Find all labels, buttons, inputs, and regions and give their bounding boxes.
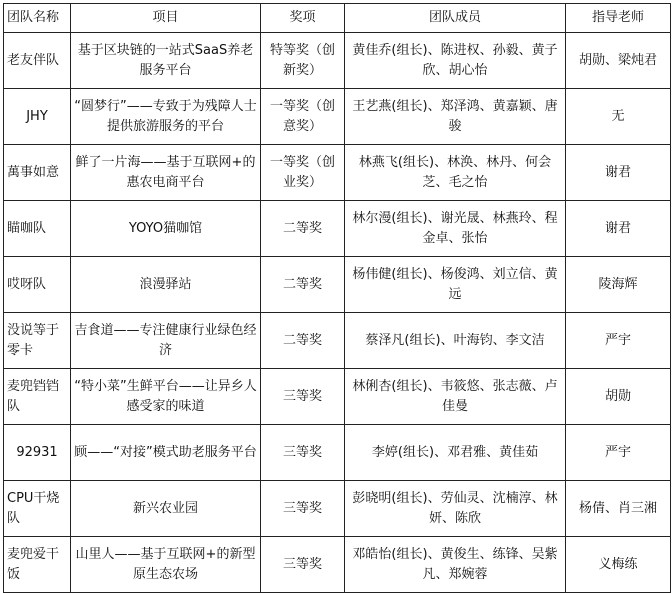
table-row — [4, 33, 671, 89]
members-cell: 林燕飞(组长)、林涣、林丹、何会芝、毛之怡 — [345, 145, 566, 201]
project-cell: 山里人——基于互联网+的新型原生态农场 — [71, 537, 261, 593]
advisor-cell: 陵海辉 — [566, 257, 671, 313]
advisor-cell: 严宇 — [566, 313, 671, 369]
award-cell: 三等奖 — [261, 537, 345, 593]
table-row — [4, 201, 671, 257]
team-name-cell: CPU干烧队 — [4, 481, 71, 537]
table-row — [4, 481, 671, 537]
project-cell: 吉食道——专注健康行业绿色经济 — [71, 313, 261, 369]
advisor-cell: 胡勋 — [566, 369, 671, 425]
award-cell: 二等奖 — [261, 257, 345, 313]
project-cell: “圆梦行”——专致于为残障人士提供旅游服务的平台 — [71, 89, 261, 145]
team-name-cell: 没说等于零卡 — [4, 313, 71, 369]
project-cell: 基于区块链的一站式SaaS养老服务平台 — [71, 33, 261, 89]
award-cell: 三等奖 — [261, 369, 345, 425]
award-cell: 二等奖 — [261, 201, 345, 257]
award-cell: 特等奖（创新奖） — [261, 33, 345, 89]
award-cell: 二等奖 — [261, 313, 345, 369]
header-advisor: 指导老师 — [566, 4, 671, 33]
table-row — [4, 257, 671, 313]
members-cell: 林俐杏(组长)、韦筱悠、张志薇、卢佳曼 — [345, 369, 566, 425]
header-project: 项目 — [71, 4, 261, 33]
awards-table — [3, 3, 671, 593]
table-row — [4, 89, 671, 145]
project-cell: YOYO猫咖馆 — [71, 201, 261, 257]
project-cell: “特小菜”生鲜平台——让异乡人感受家的味道 — [71, 369, 261, 425]
team-name-cell: 老友伴队 — [4, 33, 71, 89]
members-cell: 杨伟健(组长)、杨俊鸿、刘立信、黄远 — [345, 257, 566, 313]
award-cell: 一等奖（创意奖） — [261, 89, 345, 145]
award-cell: 三等奖 — [261, 425, 345, 481]
award-cell: 一等奖（创业奖） — [261, 145, 345, 201]
table-row — [4, 425, 671, 481]
table-row — [4, 313, 671, 369]
header-award: 奖项 — [261, 4, 345, 33]
team-name-cell: 萬事如意 — [4, 145, 71, 201]
members-cell: 李婷(组长)、邓君雅、黄佳茹 — [345, 425, 566, 481]
header-team: 团队名称 — [4, 4, 71, 33]
project-cell: 鲜了一片海——基于互联网+的惠农电商平台 — [71, 145, 261, 201]
project-cell: 浪漫驿站 — [71, 257, 261, 313]
team-name-cell: 麦兜爱干饭 — [4, 537, 71, 593]
project-cell: 新兴农业园 — [71, 481, 261, 537]
members-cell: 蔡泽凡(组长)、叶海钧、李文洁 — [345, 313, 566, 369]
members-cell: 林尔漫(组长)、谢光晟、林燕玲、程金卓、张怡 — [345, 201, 566, 257]
project-cell: 顾——“对接”模式助老服务平台 — [71, 425, 261, 481]
team-name-cell: 瞄咖队 — [4, 201, 71, 257]
team-name-cell: 92931 — [4, 425, 71, 481]
members-cell: 王艺燕(组长)、郑泽鸿、黄嘉颖、唐骏 — [345, 89, 566, 145]
table-row — [4, 369, 671, 425]
advisor-cell: 严宇 — [566, 425, 671, 481]
header-row — [4, 4, 671, 33]
table-row — [4, 537, 671, 593]
members-cell: 邓皓怡(组长)、黄俊生、练锋、吴紫凡、郑婉蓉 — [345, 537, 566, 593]
advisor-cell: 谢君 — [566, 145, 671, 201]
advisor-cell: 无 — [566, 89, 671, 145]
members-cell: 彭晓明(组长)、劳仙灵、沈楠淳、林妍、陈欣 — [345, 481, 566, 537]
team-name-cell: 麦兜铛铛队 — [4, 369, 71, 425]
team-name-cell: 哎呀队 — [4, 257, 71, 313]
members-cell: 黄佳乔(组长)、陈进权、孙毅、黄子欣、胡心怡 — [345, 33, 566, 89]
header-members: 团队成员 — [345, 4, 566, 33]
award-cell: 三等奖 — [261, 481, 345, 537]
advisor-cell: 胡勋、梁炖君 — [566, 33, 671, 89]
advisor-cell: 谢君 — [566, 201, 671, 257]
advisor-cell: 杨倩、肖三湘 — [566, 481, 671, 537]
team-name-cell: JHY — [4, 89, 71, 145]
advisor-cell: 义梅练 — [566, 537, 671, 593]
table-row — [4, 145, 671, 201]
